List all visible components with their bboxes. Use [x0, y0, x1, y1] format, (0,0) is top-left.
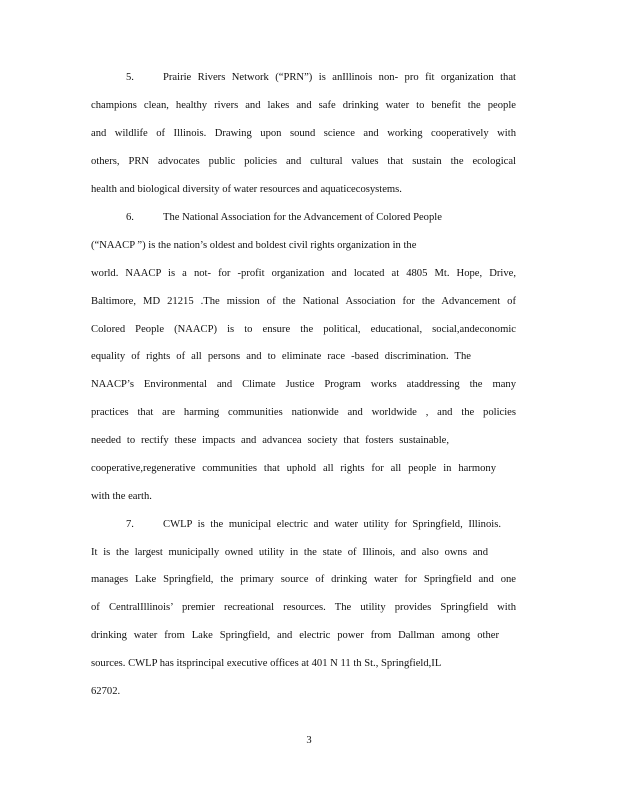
paragraph-5-first-line — [126, 71, 516, 85]
paragraph-line: Baltimore, MD 21215 .The mission of the National Association for the Advancement of — [91, 296, 516, 307]
paragraph-line: and wildlife of Illinois. Drawing upon sound science and working cooperatively with — [91, 128, 516, 139]
paragraph-number: 5. — [126, 72, 134, 83]
paragraph-7-first-line — [126, 518, 501, 532]
page-number: 3 — [306, 735, 312, 746]
paragraph-line: (“NAACP ”) is the nation’s oldest and boldest civil rights organization in the — [91, 240, 417, 251]
paragraph-line: world. NAACP is a not- for -profit organization and located at 4805 Mt. Hope, Drive, — [91, 268, 516, 279]
paragraph-line: needed to rectify these impacts and advancea society that fosters sustainable, — [91, 435, 449, 446]
paragraph-line: equality of rights of all persons and to eliminate race -based discrimination. The — [91, 351, 471, 362]
paragraph-number: 6. — [126, 212, 134, 223]
paragraph-line: with the earth. — [91, 491, 152, 502]
paragraph-line: champions clean, healthy rivers and lakes and safe drinking water to benefit the people — [91, 100, 516, 111]
paragraph-6-first-line — [126, 211, 442, 225]
paragraph-line: NAACP’s Environmental and Climate Justice Program works ataddressing the many — [91, 379, 516, 390]
paragraph-line: health and biological diversity of water resources and aquaticecosystems. — [91, 184, 402, 195]
paragraph-text: The National Association for the Advancement of Colored People — [163, 212, 442, 223]
paragraph-line: 62702. — [91, 686, 121, 697]
paragraph-line: others, PRN advocates public policies and cultural values that sustain the ecological — [91, 156, 516, 167]
paragraph-number: 7. — [126, 519, 134, 530]
paragraph-line: sources. CWLP has itsprincipal executive offices at 401 N 11 th St., Springfield,IL — [91, 658, 442, 669]
paragraph-line: practices that are harming communities nationwide and worldwide , and the policies — [91, 407, 516, 418]
paragraph-line: drinking water from Lake Springfield, and electric power from Dallman among other — [91, 630, 499, 641]
paragraph-line: of CentralIllinois’ premier recreational resources. The utility provides Springfield with — [91, 602, 516, 613]
paragraph-line: manages Lake Springfield, the primary source of drinking water for Springfield and one — [91, 574, 516, 585]
paragraph-line: It is the largest municipally owned utility in the state of Illinois, and also owns and — [91, 547, 488, 558]
paragraph-line: cooperative,regenerative communities that uphold all rights for all people in harmony — [91, 463, 496, 474]
paragraph-line: Colored People (NAACP) is to ensure the political, educational, social,andeconomic — [91, 324, 516, 335]
paragraph-text: Prairie Rivers Network (“PRN”) is anIllinois non- pro fit organization that — [163, 72, 516, 83]
paragraph-text: CWLP is the municipal electric and water utility for Springfield, Illinois. — [163, 519, 501, 530]
